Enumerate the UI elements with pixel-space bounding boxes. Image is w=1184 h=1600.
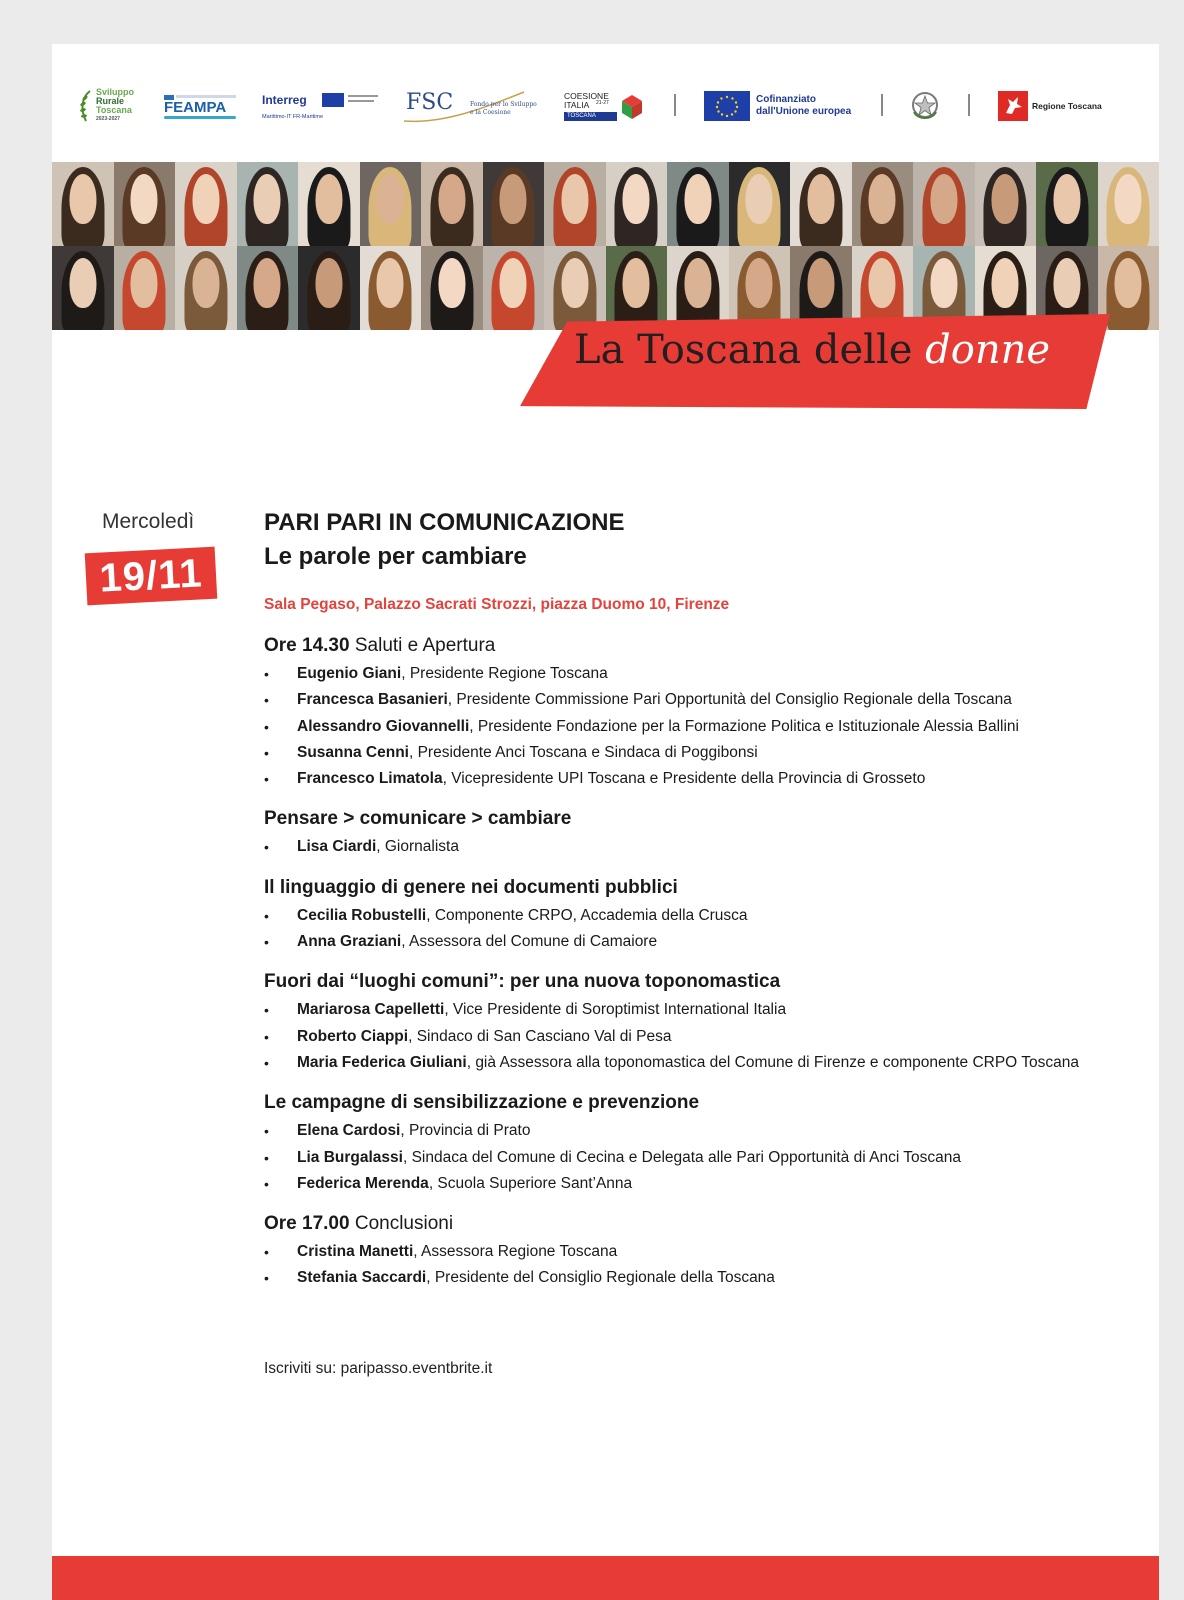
speaker-name: Lia Burgalassi — [297, 1148, 403, 1166]
event-title: PARI PARI IN COMUNICAZIONE — [264, 509, 625, 536]
speaker-name: Maria Federica Giuliani — [297, 1053, 467, 1071]
speaker-list — [264, 903, 1144, 956]
speaker-item — [264, 997, 1144, 1023]
section-heading — [264, 633, 1144, 659]
speaker-role: , Assessora del Comune di Camaiore — [401, 933, 658, 951]
logo-eu-cofinanziato — [704, 86, 851, 126]
laurel-icon — [78, 89, 94, 123]
event-weekday: Mercoledì — [102, 510, 195, 533]
speaker-name: Elena Cardosi — [297, 1122, 401, 1140]
logo-text: Marittimo-IT FR-Maritime — [262, 114, 324, 120]
speaker-role: , Componente CRPO, Accademia della Crusca — [426, 906, 748, 924]
speaker-role: , Presidente Regione Toscana — [401, 665, 608, 682]
speaker-role: , Presidente del Consiglio Regionale della Toscana — [426, 1269, 775, 1287]
portrait-face — [69, 174, 96, 224]
portrait-photo — [667, 162, 729, 246]
program-sections — [264, 633, 1144, 1292]
speaker-name: Susanna Cenni — [297, 743, 409, 761]
footer-bar — [52, 1556, 1159, 1600]
speaker-role: , Giornalista — [376, 838, 459, 856]
portrait-face — [807, 174, 834, 224]
portrait-photo — [114, 162, 176, 246]
section-heading — [264, 1090, 1144, 1116]
portrait-face — [684, 258, 711, 308]
portrait-face — [192, 174, 219, 224]
portrait-face — [192, 258, 219, 308]
program-content — [264, 506, 1144, 1292]
section-title: Le campagne di sensibilizzazione e prevenzione — [264, 1092, 700, 1114]
portrait-face — [131, 258, 158, 308]
portrait-face — [1115, 258, 1142, 308]
portrait-face — [1053, 258, 1080, 308]
logo-feampa — [164, 86, 238, 126]
speaker-role: , Scuola Superiore Sant’Anna — [428, 1174, 633, 1192]
event-date-badge: 19/11 — [85, 547, 218, 606]
logo-text: Cofinanziato — [756, 94, 816, 105]
speaker-role: , Presidente Commissione Pari Opportunità del Consiglio Regionale della Toscana — [447, 691, 1012, 709]
section-title: Conclusioni — [354, 1213, 454, 1235]
portrait-photo — [544, 162, 606, 246]
speaker-item — [264, 687, 1144, 713]
portrait-face — [869, 258, 896, 308]
logo-text: Rurale — [96, 96, 125, 106]
portrait-photo — [790, 246, 852, 330]
speaker-name: Francesco Limatola — [297, 770, 443, 788]
portrait-face — [438, 174, 465, 224]
logo-text: Fondo per lo Sviluppo — [470, 101, 537, 108]
portrait-photo — [913, 162, 975, 246]
portrait-face — [746, 174, 773, 224]
portrait-photo — [52, 162, 114, 246]
portrait-face — [254, 174, 281, 224]
section-title: Pensare > comunicare > cambiare — [264, 808, 572, 830]
logo-text: FEAMPA — [164, 99, 227, 116]
speaker-list — [264, 661, 1144, 792]
portrait-photo — [360, 246, 422, 330]
logo-text: 21-27 — [596, 100, 609, 106]
speaker-name: Eugenio Giani — [297, 665, 402, 682]
program-section — [264, 969, 1144, 1076]
speaker-role: , Assessora Regione Toscana — [413, 1243, 618, 1261]
portrait-face — [377, 258, 404, 308]
portrait-photo — [237, 246, 299, 330]
speaker-role: , già Assessora alla toponomastica del Comune di Firenze e componente CRPO Toscana — [466, 1053, 1079, 1071]
portrait-photo — [852, 162, 914, 246]
speaker-role: , Sindaca del Comune di Cecina e Delegata alle Pari Opportunità di Anci Toscana — [402, 1148, 962, 1166]
portrait-face — [561, 174, 588, 224]
speaker-name: Lisa Ciardi — [297, 838, 377, 856]
program-section — [264, 806, 1144, 860]
logo-text: Sviluppo — [96, 87, 134, 97]
section-title: Il linguaggio di genere nei documenti pubblici — [264, 876, 678, 898]
portrait-photo — [729, 162, 791, 246]
speaker-item — [264, 1118, 1144, 1144]
speaker-item — [264, 1050, 1144, 1076]
program-section — [264, 1211, 1144, 1292]
speaker-item — [264, 1171, 1144, 1197]
portrait-photo — [729, 246, 791, 330]
portrait-photo — [1098, 162, 1160, 246]
eu-flag-icon — [322, 93, 344, 107]
portrait-photo — [790, 162, 852, 246]
registration-link[interactable]: Iscriviti su: paripasso.eventbrite.it — [264, 1360, 493, 1377]
portrait-face — [1053, 174, 1080, 224]
logo-fsc — [404, 86, 538, 126]
event-subtitle: Le parole per cambiare — [264, 543, 527, 570]
portrait-grid — [52, 162, 1159, 330]
emblem-icon — [910, 90, 940, 122]
program-section — [264, 1090, 1144, 1197]
portrait-face — [377, 174, 404, 224]
logo-coesione-italia — [564, 86, 646, 126]
logo-sviluppo-rurale — [78, 86, 134, 126]
portrait-face — [254, 258, 281, 308]
logo-text: Regione Toscana — [1032, 101, 1102, 111]
portrait-photo — [544, 246, 606, 330]
section-heading — [264, 875, 1144, 901]
pegasus-icon — [998, 91, 1028, 121]
portrait-photo — [421, 246, 483, 330]
portrait-face — [992, 258, 1019, 308]
banner-title-italic: donne — [925, 327, 1051, 373]
portrait-face — [623, 174, 650, 224]
logo-interreg — [262, 86, 378, 126]
speaker-item — [264, 929, 1144, 955]
portrait-face — [992, 174, 1019, 224]
speaker-list — [264, 1239, 1144, 1292]
section-title: Fuori dai “luoghi comuni”: per una nuova toponomastica — [264, 971, 781, 993]
portrait-photo — [1036, 162, 1098, 246]
speaker-item — [264, 1265, 1144, 1291]
logo-divider — [881, 94, 883, 116]
section-time: Ore 17.00 — [264, 1213, 350, 1235]
speaker-role: , Vice Presidente di Soroptimist International Italia — [444, 1001, 787, 1019]
portrait-face — [315, 258, 342, 308]
portrait-photo — [975, 162, 1037, 246]
eu-flag-icon — [704, 91, 750, 121]
portrait-face — [930, 258, 957, 308]
speaker-role: , Vicepresidente UPI Toscana e Presidente della Provincia di Grosseto — [442, 770, 926, 788]
logo-text: 2023-2027 — [96, 116, 120, 122]
portrait-face — [131, 174, 158, 224]
section-heading — [264, 806, 1144, 832]
speaker-item — [264, 903, 1144, 929]
speaker-name: Alessandro Giovannelli — [297, 717, 470, 735]
portrait-face — [438, 258, 465, 308]
speaker-item — [264, 1239, 1144, 1265]
speaker-name: Roberto Ciappi — [297, 1027, 409, 1045]
portrait-photo — [667, 246, 729, 330]
logo-text: ITALIA — [564, 100, 590, 110]
coesione-cube-icon — [618, 91, 648, 121]
speaker-role: , Presidente Anci Toscana e Sindaca di Poggibonsi — [408, 743, 758, 761]
section-time: Ore 14.30 — [264, 635, 350, 656]
speaker-name: Anna Graziani — [297, 933, 402, 951]
logo-text: e la Coesione — [470, 109, 511, 116]
portrait-row — [52, 162, 1159, 246]
portrait-photo — [298, 162, 360, 246]
speaker-name: Francesca Basanieri — [297, 691, 448, 709]
portrait-photo — [237, 162, 299, 246]
program-section — [264, 875, 1144, 956]
portrait-face — [746, 258, 773, 308]
portrait-photo — [360, 162, 422, 246]
portrait-face — [869, 174, 896, 224]
portrait-photo — [483, 246, 545, 330]
portrait-photo — [483, 162, 545, 246]
logo-text: Toscana — [96, 105, 132, 115]
logo-text: COESIONE — [564, 91, 609, 101]
portrait-face — [1115, 174, 1142, 224]
portrait-photo — [606, 246, 668, 330]
portrait-photo — [175, 162, 237, 246]
portrait-photo — [175, 246, 237, 330]
speaker-list — [264, 997, 1144, 1076]
logo-regione-toscana — [998, 86, 1102, 126]
logo-text: Interreg — [262, 93, 307, 107]
portrait-face — [561, 258, 588, 308]
portrait-photo — [52, 246, 114, 330]
banner-title — [574, 327, 1094, 373]
portrait-face — [315, 174, 342, 224]
speaker-item — [264, 714, 1144, 740]
speaker-list — [264, 1118, 1144, 1197]
logo-text: FSC — [406, 90, 454, 115]
section-heading — [264, 969, 1144, 995]
speaker-list — [264, 834, 1144, 860]
portrait-photo — [298, 246, 360, 330]
speaker-item — [264, 1024, 1144, 1050]
program-section — [264, 633, 1144, 792]
banner-title-main: La Toscana delle — [574, 327, 913, 373]
speaker-name: Federica Merenda — [297, 1174, 429, 1192]
portrait-photo — [606, 162, 668, 246]
logo-repubblica-italiana — [910, 86, 940, 126]
event-location: Sala Pegaso, Palazzo Sacrati Strozzi, piazza Duomo 10, Firenze — [264, 596, 730, 613]
logo-text: TOSCANA — [564, 112, 617, 121]
portrait-face — [684, 174, 711, 224]
speaker-role: , Sindaco di San Casciano Val di Pesa — [408, 1027, 672, 1045]
portrait-face — [930, 174, 957, 224]
speaker-role: , Presidente Fondazione per la Formazione Politica e Istituzionale Alessia Ballini — [469, 717, 1019, 735]
portrait-face — [807, 258, 834, 308]
speaker-item — [264, 834, 1144, 860]
speaker-item — [264, 1145, 1144, 1171]
section-title: Saluti e Apertura — [354, 635, 496, 656]
speaker-role: , Provincia di Prato — [400, 1122, 531, 1140]
logo-text: dall'Unione europea — [756, 106, 852, 117]
speaker-item — [264, 740, 1144, 766]
portrait-photo — [421, 162, 483, 246]
speaker-name: Cristina Manetti — [297, 1243, 414, 1261]
portrait-face — [500, 174, 527, 224]
portrait-photo — [114, 246, 176, 330]
logo-divider — [674, 94, 676, 116]
portrait-face — [69, 258, 96, 308]
speaker-item — [264, 661, 1144, 687]
poster-page — [52, 44, 1159, 1600]
speaker-name: Cecilia Robustelli — [297, 906, 427, 924]
speaker-name: Stefania Saccardi — [297, 1269, 427, 1287]
speaker-item — [264, 766, 1144, 792]
portrait-face — [623, 258, 650, 308]
section-heading — [264, 1211, 1144, 1237]
portrait-face — [500, 258, 527, 308]
logo-divider — [968, 94, 970, 116]
speaker-name: Mariarosa Capelletti — [297, 1001, 445, 1019]
